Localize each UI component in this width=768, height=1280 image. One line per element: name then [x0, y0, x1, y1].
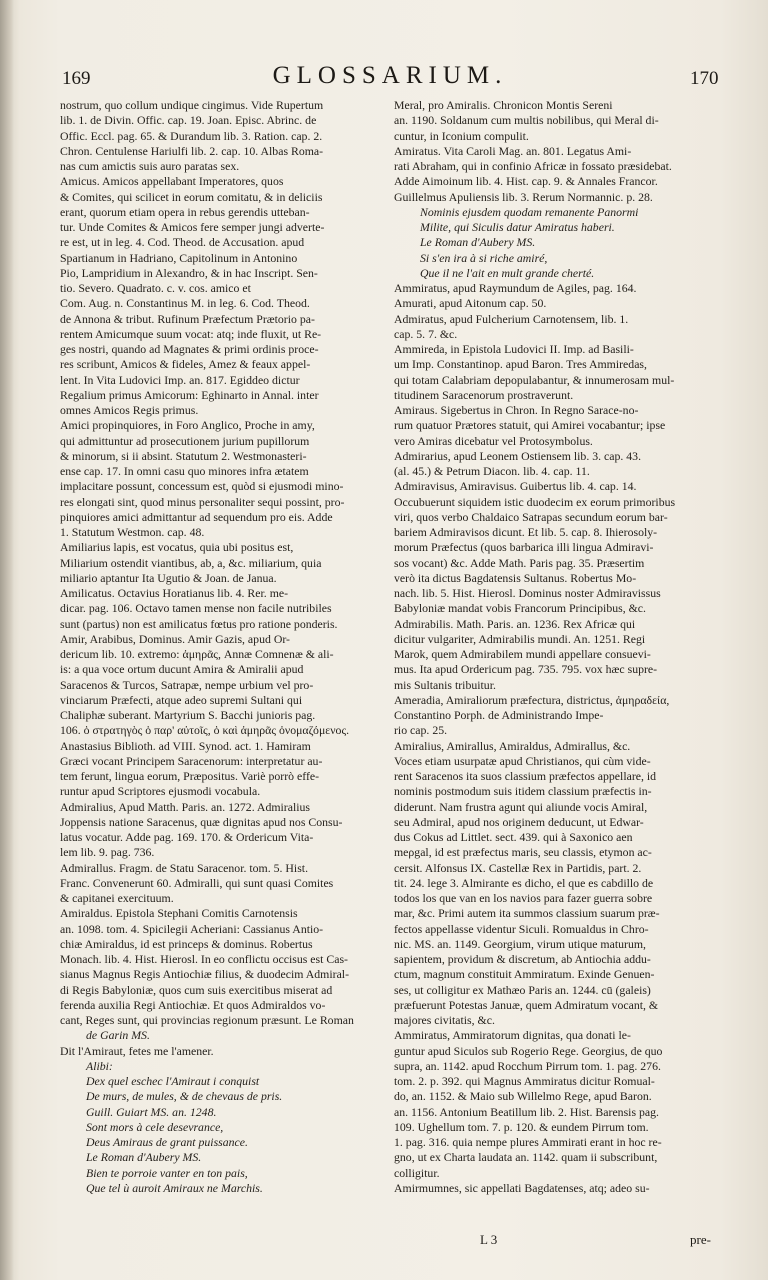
text-line: nostrum, quo collum undique cingimus. Vide Rupertum: [60, 98, 324, 112]
text-line: sunt (partus) non est amilicatus fœtus pro ratione ponderis.: [60, 616, 338, 631]
text-line: tur. Unde Comites & Amicos fere semper jungi adverte-: [60, 220, 325, 234]
text-line: pinquiores amici admittantur ad sequendum pro eis. Adde: [60, 509, 333, 524]
text-line: nas cum amictis suis auro paratas sex.: [60, 159, 240, 173]
text-line: qui totam Calabriam depopulabantur, & innumerosam mul-: [394, 372, 675, 387]
text-line: guntur apud Siculos sub Rogerio Rege. Georgius, de quo: [394, 1043, 663, 1058]
text-line: Ammireda, in Epistola Ludovici II. Imp. ad Basili-: [394, 342, 634, 356]
text-line: tio. Severo. Quadrato. c. v. cos. amico et: [60, 281, 251, 295]
text-line: Amurati, apud Aitonum cap. 50.: [394, 296, 547, 311]
text-line: Admirarius, apud Leonem Ostiensem lib. 3. cap. 43.: [394, 448, 642, 463]
text-line: Amiraldus. Epistola Stephani Comitis Carnotensis: [60, 906, 298, 921]
text-line: viri, quos verbo Chaldaico Satrapas secundum eorum bar-: [394, 509, 668, 524]
text-line: ses, ut colligitur ex Mathæo Paris an. 1244. cū (galeis): [394, 982, 651, 997]
text-line: Dit l'Amiraut, fetes me l'amener.: [60, 1043, 214, 1058]
text-line: lem lib. 9. pag. 736.: [60, 845, 155, 860]
page-number-left: 169: [62, 68, 91, 89]
text-line: cap. 5. 7. &c.: [394, 326, 458, 341]
text-line: & capitanei exercituum.: [60, 891, 174, 905]
text-line: 109. Ughellum tom. 7. p. 120. & eundem Pirrum tom.: [394, 1119, 649, 1134]
text-line: Bien te porroie vanter en ton pais,: [86, 1165, 248, 1180]
text-line: do, an. 1152. & Maio sub Willelmo Rege, apud Baron.: [394, 1089, 652, 1104]
text-line: & Comites, qui scilicet in eorum comitatu, & in deliciis: [60, 189, 323, 204]
text-line: tit. 24. lege 3. Almirante es dicho, el que es cabdillo de: [394, 875, 654, 890]
text-line: bariem Admiravisos dicunt. Et lib. 5. cap. 8. Ihierosoly-: [394, 525, 658, 539]
text-line: dicar. pag. 106. Octavo tamen mense non facile nutribiles: [60, 601, 332, 616]
text-line: Amir, Arabibus, Dominus. Amir Gazis, apud Or-: [60, 631, 290, 646]
text-line: Amiratus. Vita Caroli Mag. an. 801. Legatus Ami-: [394, 143, 632, 158]
text-line: Chron. Centulense Hariulfi lib. 2. cap. 10. Albas Roma-: [60, 143, 324, 158]
text-line: runtur apud Scriptores ejusmodi vocabula.: [60, 784, 261, 799]
text-line: colligitur.: [394, 1165, 440, 1180]
text-line: lib. 1. de Divin. Offic. cap. 19. Joan. Episc. Abrinc. de: [60, 113, 317, 128]
text-line: miliario aptantur Ita Ugutio & Joan. de Janua.: [60, 570, 277, 585]
text-line: vero Amiras dicebatur vel Protosymbolus.: [394, 433, 593, 448]
text-line: Que il ne l'ait en mult grande cherté.: [420, 265, 595, 280]
text-line: Pio, Lampridium in Alexandro, & in hac Inscript. Sen-: [60, 265, 318, 280]
text-line: Milite, qui Siculis datur Amiratus haberi.: [420, 220, 615, 234]
text-line: Regalium primus Amicorum: Eghinarto in Annal. inter: [60, 387, 319, 402]
text-line: an. 1190. Soldanum cum multis nobilibus, qui Meral di-: [394, 113, 659, 128]
text-line: Si s'en ira à si riche amiré,: [420, 250, 548, 265]
text-line: verò ita dictus Bagdatensis Sultanus. Robertus Mo-: [394, 570, 637, 585]
text-line: erant, quorum etiam opera in rebus gerendis utteban-: [60, 204, 310, 219]
text-line: cant, Reges sunt, qui provincias regionum præsunt. Le Roman: [60, 1013, 354, 1027]
catchword: pre-: [690, 1232, 711, 1247]
running-title: GLOSSARIUM.: [272, 62, 508, 89]
text-line: Admirallus. Fragm. de Statu Saracenor. tom. 5. Hist.: [60, 860, 309, 875]
text-line: Ammiratus, Ammiratorum dignitas, qua donati le-: [394, 1028, 631, 1043]
text-line: Le Roman d'Aubery MS.: [86, 1150, 202, 1165]
text-line: Sont mors à cele desevrance,: [86, 1119, 224, 1134]
text-line: Monach. lib. 4. Hist. Hierosl. In eo conflictu occisus est Cas-: [60, 952, 348, 966]
text-line: is: a qua voce ortum ducunt Amira & Amiralii apud: [60, 662, 304, 677]
text-line: nic. MS. an. 1149. Georgium, virum utique maturum,: [394, 936, 646, 951]
text-line: mis Sultanis tribuitur.: [394, 677, 496, 692]
text-line: gno, ut ex Charta laudata an. 1142. quam ii subscribunt,: [394, 1150, 658, 1165]
text-line: ense cap. 17. In omni casu quo minores infra ætatem: [60, 464, 309, 478]
text-line: 1. pag. 316. quia nempe plures Ammirati erant in hoc re-: [394, 1135, 662, 1149]
text-line: De murs, de mules, & de chevaus de pris.: [86, 1089, 283, 1104]
left-column: [60, 98, 382, 1238]
text-line: Amiraus. Sigebertus in Chron. In Regno Sarace-no-: [394, 403, 639, 417]
text-line: Admirabilis. Math. Paris. an. 1236. Rex Africæ qui: [394, 616, 636, 631]
text-line: 106. ὁ στρατηγὸς ὁ παρ' αὐτοῖς, ὁ καὶ ἀμηρᾶς ὀνομαζόμενος.: [60, 723, 350, 738]
text-line: præfuerunt Potestas Januæ, quem Admiratum vocant, &: [394, 997, 659, 1012]
text-line: nach. lib. 5. Hist. Hierosl. Dominus noster Admiravissus: [394, 586, 661, 600]
text-line: an. 1098. tom. 4. Spicilegii Acheriani: Cassianus Antio-: [60, 921, 324, 936]
text-line: qui admittuntur ad prosecutionem jurium pupillorum: [60, 433, 310, 448]
text-line: Ameradia, Amiraliorum præfectura, districtus, ἀμηραδεία,: [394, 692, 670, 707]
text-line: rati Abraham, qui in confinio Africæ in fossato præsidebat.: [394, 159, 672, 173]
text-line: Amici propinquiores, in Foro Anglico, Proche in amy,: [60, 418, 315, 433]
text-line: Meral, pro Amiralis. Chronicon Montis Sereni: [394, 98, 613, 112]
text-line: implacitare possunt, concessum est, quòd si ejusmodi mino-: [60, 479, 344, 494]
text-line: rum quatuor Prætores statuit, qui Amirei vocabantur; ipse: [394, 418, 666, 433]
text-line: 1. Statutum Westmon. cap. 48.: [60, 525, 205, 539]
text-line: Com. Aug. n. Constantinus M. in leg. 6. Cod. Theod.: [60, 296, 310, 311]
text-line: Miliarium ostendit viantibus, ab, a, &c. miliarium, quia: [60, 555, 322, 570]
text-line: supra, an. 1142. apud Rocchum Pirrum tom. 1. pag. 276.: [394, 1058, 661, 1073]
text-line: Guillelmus Apuliensis lib. 3. Rerum Normannic. p. 28.: [394, 189, 653, 204]
text-line: Le Roman d'Aubery MS.: [420, 235, 536, 250]
text-line: res scribunt, Amicos & fideles, Amez & feaux appel-: [60, 357, 311, 372]
text-line: rentem Amicumque suum vocat: atq; inde fluxit, ut Re-: [60, 326, 322, 341]
text-line: Admiravisus, Amiravisus. Guibertus lib. 4. cap. 14.: [394, 479, 637, 494]
text-line: Amiralius, Amirallus, Amiraldus, Admirallus, &c.: [394, 738, 631, 753]
right-column: [394, 98, 716, 1238]
text-line: diderunt. Nam frustra agunt qui aliunde vocis Amiral,: [394, 799, 648, 814]
text-line: chiæ Amiraldus, id est princeps & dominus. Robertus: [60, 936, 313, 951]
text-columns: [60, 98, 718, 1238]
text-line: tom. 2. p. 392. qui Magnus Ammiratus dicitur Romual-: [394, 1074, 655, 1088]
text-line: Alibi:: [86, 1058, 113, 1073]
text-line: sapientem, providum & discretum, ab Antiochia addu-: [394, 952, 651, 966]
text-line: morum Præfectus (quos barbarica illi lingua Admiravi-: [394, 540, 654, 555]
text-line: Marok, quem Admirabilem mundi appellare consuevi-: [394, 647, 651, 661]
text-line: Deus Amiraus de grant puissance.: [86, 1135, 248, 1149]
text-line: lent. In Vita Ludovici Imp. an. 817. Egiddeo dictur: [60, 372, 300, 387]
text-line: ges nostri, quando ad Magnates & primi ordinis proce-: [60, 342, 319, 356]
text-line: majores civitatis, &c.: [394, 1013, 495, 1027]
text-line: Guill. Guiart MS. an. 1248.: [86, 1104, 217, 1119]
text-line: Joppensis natione Saracenus, quæ dignitas apud nos Consu-: [60, 814, 343, 829]
text-line: Nominis ejusdem quodam remanente Panormi: [420, 204, 639, 219]
running-header: [0, 60, 768, 100]
text-line: sianus Magnus Regis Antiochiæ filius, & duodecim Admiral-: [60, 967, 350, 982]
text-line: rent Saracenos ita suos classium præfectos appellare, id: [394, 769, 657, 783]
text-line: rio cap. 25.: [394, 723, 448, 738]
text-line: tem ferunt, lingua eorum, Præpositus. Variè porrò effe-: [60, 769, 320, 783]
text-line: Admiralius, Apud Matth. Paris. an. 1272. Admiralius: [60, 799, 311, 814]
text-line: Babyloniæ mandat vobis Francorum Principibus, &c.: [394, 601, 646, 616]
text-line: de Annona & tribut. Rufinum Præfectum Prætorio pa-: [60, 311, 315, 326]
text-line: Constantino Porph. de Administrando Impe-: [394, 708, 604, 722]
text-line: seu Admiral, apud nos originem deducunt, ut Edwar-: [394, 814, 644, 829]
text-line: res elongati sint, quod minus personaliter sequi possint, pro-: [60, 494, 345, 509]
text-line: Græci vocant Principem Saracenorum: interpretatur au-: [60, 753, 323, 768]
text-line: fectos appellasse videntur Siculi. Romualdus in Chro-: [394, 921, 649, 936]
text-line: Spartianum in Hadriano, Capitolinum in Antonino: [60, 250, 298, 265]
signature-mark: L 3: [480, 1232, 498, 1247]
text-line: re est, ut in leg. 4. Cod. Theod. de Accusation. apud: [60, 235, 305, 250]
text-line: cuntur, in Iconium compulit.: [394, 128, 529, 143]
text-line: sos vocant) &c. Adde Math. Paris pag. 35. Præsertim: [394, 555, 645, 570]
text-line: Ammiratus, apud Raymundum de Agiles, pag. 164.: [394, 281, 637, 295]
text-line: Offic. Eccl. pag. 65. & Durandum lib. 3. Ration. cap. 2.: [60, 128, 323, 143]
text-line: nominis postmodum suis itidem classium præfectis in-: [394, 784, 652, 799]
text-line: todos los que van en los navios para fazer guerra sobre: [394, 891, 653, 905]
text-line: & minorum, si ii absint. Statutum 2. Westmonasteri-: [60, 448, 307, 463]
text-line: mus. Ita apud Ordericum pag. 735. 795. vox hæc supre-: [394, 662, 658, 677]
text-line: Occubuerunt siquidem istic duodecim ex eorum primoribus: [394, 494, 676, 509]
text-line: Chaliphæ suberant. Martyrium S. Bacchi junioris pag.: [60, 708, 316, 722]
text-line: dicitur vulgariter, Admirabilis mundi. An. 1251. Regi: [394, 631, 646, 646]
text-line: di Regis Babyloniæ, quos cum suis exercitibus miserat ad: [60, 982, 333, 997]
text-line: omnes Amicos Regis primus.: [60, 403, 199, 417]
text-line: Anastasius Biblioth. ad VIII. Synod. act. 1. Hamiram: [60, 738, 311, 753]
text-line: Dex quel eschec l'Amiraut i conquist: [86, 1074, 260, 1088]
text-line: Voces etiam usurpatæ apud Christianos, qui cùm vide-: [394, 753, 651, 768]
text-line: dus Cokus ad Littlet. sect. 439. qui à Saxonico aen: [394, 830, 633, 844]
text-line: latus vocatur. Adde pag. 169. 170. & Ordericum Vita-: [60, 830, 314, 844]
text-line: Saracenos & Turcos, Satrapæ, nempe urbium vel pro-: [60, 677, 314, 692]
text-line: Amiliarius lapis, est vocatus, quia ubi positus est,: [60, 540, 294, 555]
text-line: ferenda auxilia Regi Antiochiæ. Et quos Admiraldos vo-: [60, 997, 326, 1012]
text-line: vinciarum Præfecti, atque adeo supremi Sultani qui: [60, 692, 303, 707]
text-line: Que tel ù auroit Amiraux ne Marchis.: [86, 1180, 263, 1195]
text-line: meρgal, id est præfectus maris, seu classis, etymon ac-: [394, 845, 652, 860]
text-line: cersit. Alfonsus IX. Castellæ Rex in Partidis, part. 2.: [394, 860, 642, 875]
page-number-right: 170: [690, 68, 719, 89]
text-line: an. 1156. Antonium Beatillum lib. 2. Hist. Barensis pag.: [394, 1104, 659, 1119]
book-gutter: [0, 0, 14, 1280]
text-line: Amirmumnes, sic appellati Bagdatenses, atq; adeo su-: [394, 1180, 650, 1195]
text-line: ctum, magnum constituit Ammiratum. Exinde Genuen-: [394, 967, 655, 982]
text-line: Amicus. Amicos appellabant Imperatores, quos: [60, 174, 284, 189]
text-line: de Garin MS.: [86, 1028, 150, 1043]
text-line: Adde Aimoinum lib. 4. Hist. cap. 9. & Annales Francor.: [394, 174, 658, 189]
text-line: um Imp. Constantinop. apud Baron. Tres Ammiredas,: [394, 357, 647, 372]
text-line: mar, &c. Primi autem ita summos classium suarum præ-: [394, 906, 660, 921]
text-line: Amilicatus. Octavius Horatianus lib. 4. Rer. me-: [60, 586, 289, 600]
text-line: Franc. Convenerunt 60. Admiralli, qui sunt quasi Comites: [60, 875, 334, 890]
text-line: Admiratus, apud Fulcherium Carnotensem, lib. 1.: [394, 311, 629, 326]
text-line: titudinem Saracenorum prostraverunt.: [394, 387, 574, 402]
text-line: (al. 45.) & Petrum Diacon. lib. 4. cap. 11.: [394, 464, 590, 478]
text-line: dericum lib. 10. extremo: ἀμηρᾶς, Annæ Comnenæ & ali-: [60, 647, 334, 661]
